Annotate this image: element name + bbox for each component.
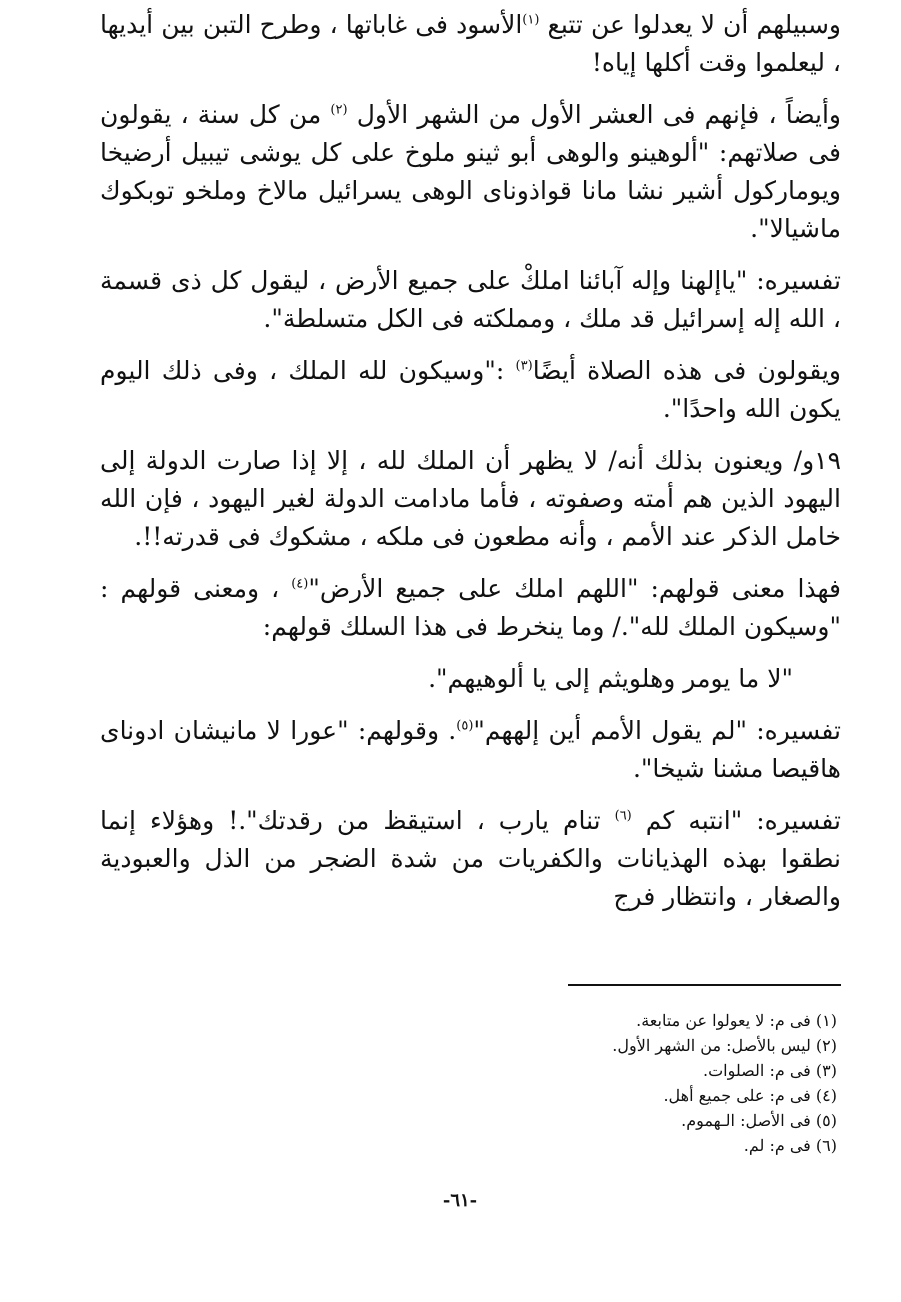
paragraph xyxy=(100,96,841,248)
paragraph-text: فهذا معنى قولهم: "اللهم املك على جميع الأرض" xyxy=(308,574,841,603)
paragraph-text: "لا ما يومر وهلويثم إلى يا ألوهيهم". xyxy=(428,664,793,693)
footnote-divider xyxy=(568,984,841,986)
paragraph xyxy=(100,712,841,788)
paragraph-text: من كل سنة ، يقولون فى صلاتهم: "ألوهينو والوهى أبو ثينو ملوخ على كل يوشى تيبيل أرضيخا ويوماركول أشير نشا مانا قواذوناى الوهى يسرائيل مالاخ وملخو توبكوك ماشيالا". xyxy=(100,100,841,243)
paragraph-text: وسبيلهم أن لا يعدلوا عن تتبع xyxy=(539,10,841,39)
footnote-item: (٢) ليس بالأصل: من الشهر الأول. xyxy=(612,1036,837,1055)
footnote-item: (٥) فى الأصل: الـهموم. xyxy=(681,1111,837,1130)
footnote-reference[interactable]: (٤) xyxy=(291,576,309,592)
footnote-item: (٣) فى م: الصلوات. xyxy=(703,1061,837,1080)
paragraph-text: الأسود فى غاباتها ، وطرح التبن بين أيديها ، ليعلموا وقت أكلها إياه! xyxy=(100,10,841,77)
footnote-reference[interactable]: (٦) xyxy=(614,808,632,824)
paragraph-text: ويقولون فى هذه الصلاة أيضًا xyxy=(532,356,842,385)
paragraph-text: وأيضاً ، فإنهم فى العشر الأول من الشهر الأول xyxy=(347,100,841,129)
footnote-reference[interactable]: (١) xyxy=(522,12,540,28)
paragraph-text: ، ومعنى قولهم : "وسيكون الملك لله"./ وما ينخرط فى هذا السلك قولهم: xyxy=(100,574,841,641)
paragraph-text: تفسيره: "ياإلهنا وإله آبائنا املكْ على جميع الأرض ، ليقول كل ذى قسمة ، الله إله إسرائيل قد ملك ، ومملكته فى الكل متسلطة". xyxy=(100,266,841,333)
paragraph xyxy=(100,802,841,916)
main-text xyxy=(100,6,841,930)
paragraph-text: تنام يارب ، استيقظ من رقدتك".! وهؤلاء إنما نطقوا بهذه الهذيانات والكفريات من شدة الضجر من الذل والعبودية والصغار ، وانتظار فرج xyxy=(100,806,841,911)
paragraph xyxy=(100,352,841,428)
paragraph xyxy=(100,442,841,556)
paragraph-text: تفسيره: "لم يقول الأمم أين إلههم" xyxy=(473,716,842,745)
footnote-item: (١) فى م: لا يعولوا عن متابعة. xyxy=(636,1011,837,1030)
paragraph xyxy=(100,262,841,338)
footnote-item: (٦) فى م: لم. xyxy=(743,1136,837,1155)
paragraph-text: . وقولهم: "عورا لا مانيشان ادوناى هاقيصا مشنا شيخا". xyxy=(100,716,841,783)
footnotes xyxy=(400,1008,837,1158)
quoted-line xyxy=(100,660,841,698)
paragraph-text: ١٩و/ ويعنون بذلك أنه/ لا يظهر أن الملك لله ، إلا إذا صارت الدولة إلى اليهود الذين هم أمته وصفوته ، فأما مادامت الدولة لغير اليهود ، فإن الله خامل الذكر عند الأمم ، وأنه مطعون فى ملكه ، مشكوك فى قدرته!!. xyxy=(100,446,841,551)
page-number: -٦١- xyxy=(442,1190,478,1211)
paragraph-text: :"وسيكون لله الملك ، وفى ذلك اليوم يكون الله واحدًا". xyxy=(100,356,841,423)
footnote-reference[interactable]: (٥) xyxy=(456,718,474,734)
paragraph-text: تفسيره: "انتبه كم xyxy=(631,806,842,835)
footnote-reference[interactable]: (٢) xyxy=(330,102,348,118)
paragraph xyxy=(100,570,841,646)
paragraph xyxy=(100,6,841,82)
footnote-reference[interactable]: (٣) xyxy=(515,358,533,374)
footnote-item: (٤) فى م: على جميع أهل. xyxy=(663,1086,837,1105)
